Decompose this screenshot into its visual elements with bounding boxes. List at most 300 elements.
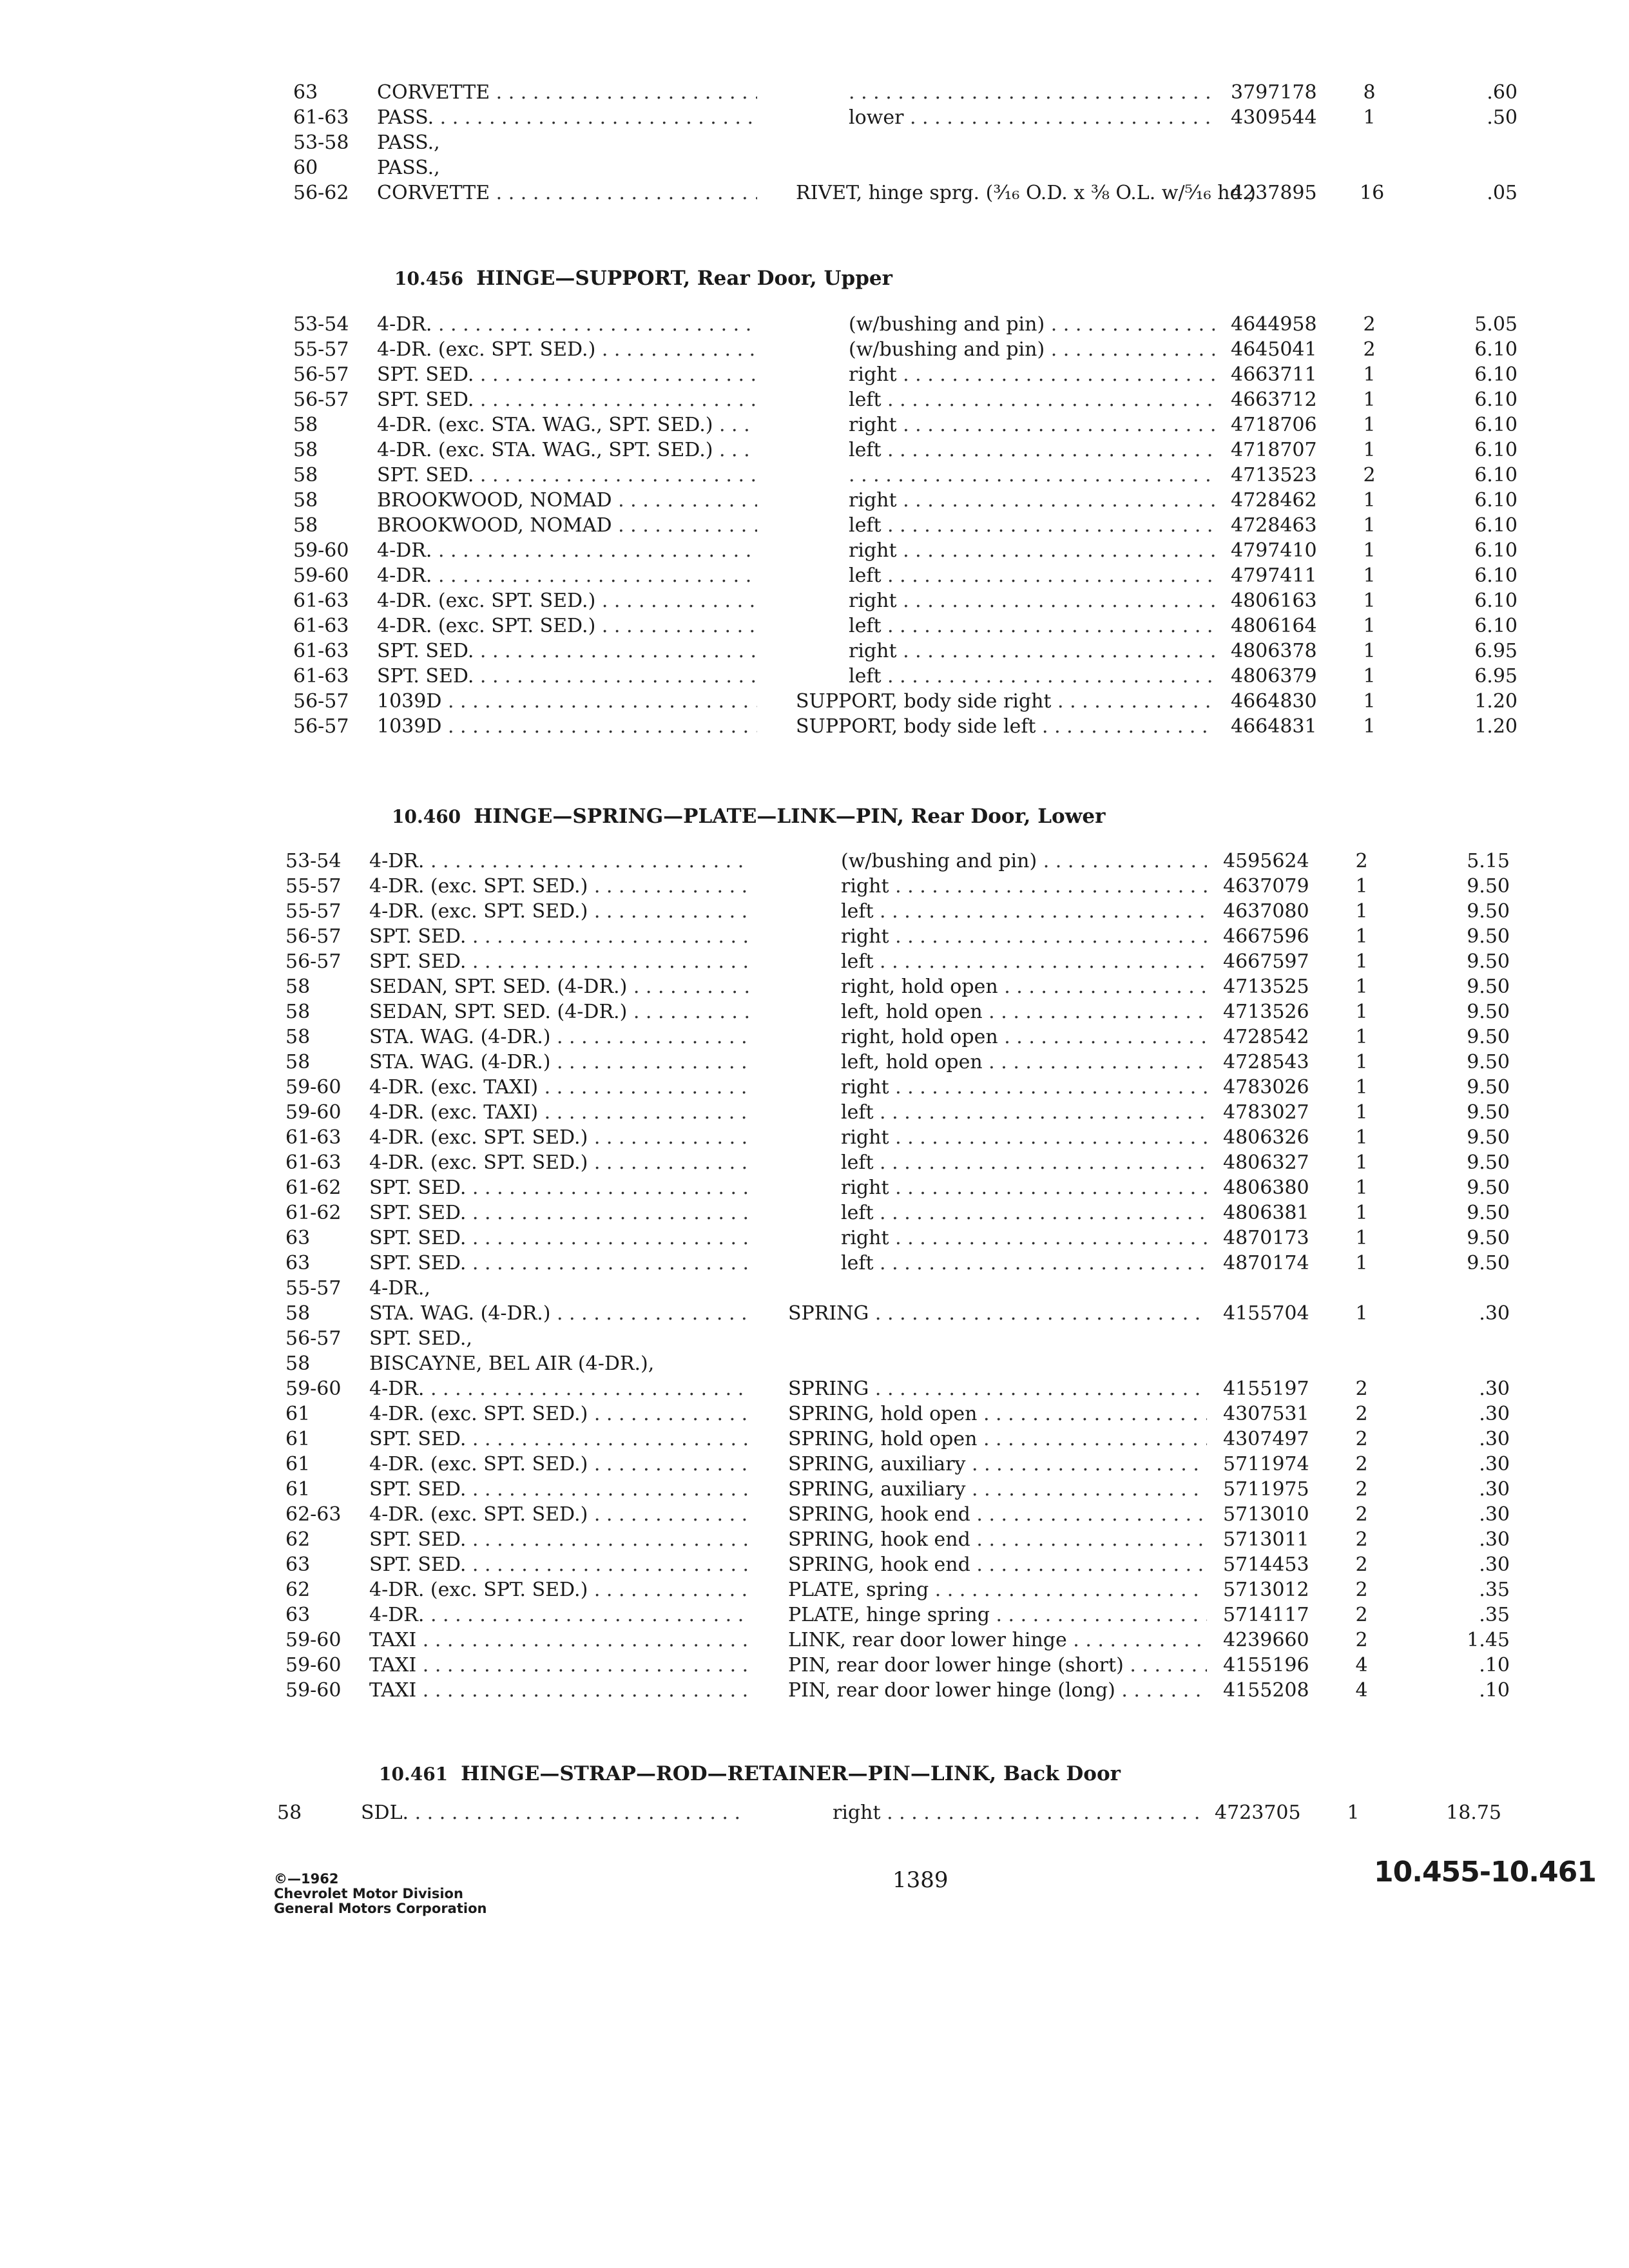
- quantity: 1: [1355, 1051, 1368, 1073]
- part-description: left . . .: [849, 614, 1215, 639]
- section-number: 10.456: [394, 268, 464, 289]
- price: 9.50: [1467, 1227, 1510, 1249]
- part-description: right . . .: [849, 488, 1215, 513]
- quantity: 2: [1355, 1503, 1368, 1526]
- year-range: 55-57: [285, 875, 342, 898]
- year-range: 55-57: [285, 900, 342, 923]
- quantity: 1: [1363, 514, 1376, 537]
- model-name: 4-DR. . . .: [369, 1603, 749, 1628]
- quantity: 1: [1363, 106, 1376, 129]
- parts-row: [293, 338, 1518, 362]
- model-name: SPT. SED. . . .: [377, 463, 757, 488]
- quantity: 1: [1355, 1151, 1368, 1174]
- part-number: 4728543: [1223, 1051, 1309, 1073]
- price: 6.10: [1474, 539, 1518, 562]
- part-number: 4806163: [1231, 590, 1317, 612]
- parts-row: [285, 1050, 1510, 1075]
- quantity: 2: [1363, 338, 1376, 361]
- price: 9.50: [1467, 950, 1510, 973]
- price: .05: [1487, 182, 1518, 204]
- quantity: 2: [1355, 1378, 1368, 1400]
- part-description: right . . .: [849, 413, 1215, 437]
- quantity: 2: [1363, 313, 1376, 336]
- parts-row: [293, 312, 1518, 337]
- part-description: left . . .: [841, 950, 1207, 974]
- part-description: right . . .: [849, 639, 1215, 664]
- parts-row: [285, 1553, 1510, 1577]
- quantity: 16: [1360, 182, 1385, 204]
- model-name: BISCAYNE, BEL AIR (4-DR.),: [369, 1352, 655, 1375]
- parts-row: [285, 975, 1510, 999]
- price: 9.50: [1467, 875, 1510, 898]
- year-range: 61-63: [293, 615, 349, 637]
- part-number: 4645041: [1231, 338, 1317, 361]
- quantity: 2: [1355, 1579, 1368, 1601]
- parts-row: [285, 1477, 1510, 1502]
- part-description: [849, 463, 1215, 488]
- part-number: 4806380: [1223, 1177, 1309, 1199]
- parts-row: [285, 1402, 1510, 1427]
- price: 6.95: [1474, 640, 1518, 662]
- part-description: left, hold open . . .: [841, 1000, 1207, 1024]
- quantity: 1: [1355, 875, 1368, 898]
- parts-row: [285, 925, 1510, 949]
- quantity: 1: [1363, 389, 1376, 411]
- part-number: 4806164: [1231, 615, 1317, 637]
- year-range: 63: [285, 1604, 311, 1626]
- part-number: 4637079: [1223, 875, 1309, 898]
- part-number: 5713010: [1223, 1503, 1309, 1526]
- model-name: 4-DR. (exc. STA. WAG., SPT. SED.) . . .: [377, 413, 757, 437]
- quantity: 1: [1363, 363, 1376, 386]
- part-number: 4155208: [1223, 1679, 1309, 1702]
- quantity: 1: [1355, 1001, 1368, 1023]
- quantity: 2: [1355, 1528, 1368, 1551]
- page-number: 1389: [892, 1867, 949, 1893]
- model-name: SDL. . . .: [361, 1801, 741, 1825]
- price: 9.50: [1467, 1101, 1510, 1124]
- parts-row: [285, 1000, 1510, 1024]
- model-name: TAXI . . .: [369, 1628, 749, 1653]
- quantity: 1: [1355, 1252, 1368, 1274]
- parts-row: [293, 106, 1518, 130]
- parts-row: [285, 1503, 1510, 1527]
- quantity: 4: [1355, 1654, 1368, 1677]
- year-range: 61: [285, 1428, 311, 1450]
- model-name: SEDAN, SPT. SED. (4-DR.) . . .: [369, 1000, 749, 1024]
- parts-row: [285, 1427, 1510, 1452]
- part-number: 4718706: [1231, 414, 1317, 436]
- model-name: 4-DR. (exc. SPT. SED.) . . .: [377, 589, 757, 613]
- model-name: 4-DR. (exc. TAXI) . . .: [369, 1075, 749, 1100]
- section-heading: [379, 1761, 1121, 1787]
- year-range: 63: [293, 81, 318, 104]
- price: .30: [1479, 1453, 1510, 1475]
- quantity: 2: [1355, 850, 1368, 872]
- part-number: 4237895: [1231, 182, 1317, 204]
- quantity: 4: [1355, 1679, 1368, 1702]
- year-range: 56-57: [293, 715, 349, 738]
- part-number: 4307531: [1223, 1403, 1309, 1425]
- quantity: 1: [1363, 564, 1376, 587]
- year-range: 58: [285, 1051, 311, 1073]
- model-name: SPT. SED. . . .: [377, 639, 757, 664]
- year-range: 59-60: [285, 1654, 342, 1677]
- model-name: 4-DR. . . .: [369, 849, 749, 874]
- part-description: SPRING, auxiliary . . .: [788, 1477, 1207, 1502]
- part-description: SPRING, hook end . . .: [788, 1528, 1207, 1552]
- year-range: 62: [285, 1528, 311, 1551]
- model-name: 4-DR. (exc. SPT. SED.) . . .: [377, 614, 757, 639]
- parts-row: [285, 1653, 1510, 1678]
- parts-row: [293, 539, 1518, 563]
- part-number: 4664830: [1231, 690, 1317, 713]
- quantity: 1: [1363, 489, 1376, 512]
- model-name: CORVETTE . . .: [377, 181, 757, 206]
- price: .35: [1479, 1579, 1510, 1601]
- year-range: 56-57: [293, 690, 349, 713]
- parts-row: [285, 1276, 1510, 1301]
- parts-row: [285, 1578, 1510, 1602]
- part-description: SPRING, hook end . . .: [788, 1503, 1207, 1527]
- section-range: 10.455-10.461: [1374, 1856, 1596, 1888]
- division-name: Chevrolet Motor Division: [274, 1886, 463, 1901]
- quantity: 2: [1355, 1629, 1368, 1651]
- quantity: 1: [1363, 539, 1376, 562]
- part-description: PIN, rear door lower hinge (long) . . .: [788, 1678, 1207, 1703]
- price: 5.05: [1474, 313, 1518, 336]
- parts-row: [285, 1201, 1510, 1225]
- year-range: 56-57: [293, 363, 349, 386]
- quantity: 1: [1355, 1126, 1368, 1149]
- quantity: 2: [1355, 1403, 1368, 1425]
- model-name: SPT. SED. . . .: [369, 1251, 749, 1276]
- model-name: SPT. SED. . . .: [369, 1226, 749, 1251]
- year-range: 59-60: [285, 1101, 342, 1124]
- part-description: left . . .: [841, 1251, 1207, 1276]
- price: 9.50: [1467, 1076, 1510, 1099]
- part-description: left . . .: [841, 1201, 1207, 1225]
- parts-row: [293, 715, 1518, 739]
- model-name: SPT. SED. . . .: [369, 1528, 749, 1552]
- part-description: right, hold open . . .: [841, 975, 1207, 999]
- parts-row: [293, 639, 1518, 664]
- part-number: 5711975: [1223, 1478, 1309, 1501]
- part-number: 4806378: [1231, 640, 1317, 662]
- quantity: 1: [1355, 975, 1368, 998]
- year-range: 61-62: [285, 1202, 342, 1224]
- price: .30: [1479, 1553, 1510, 1576]
- parts-row: [277, 1801, 1501, 1825]
- model-name: PASS.,: [377, 131, 440, 154]
- quantity: 1: [1355, 1227, 1368, 1249]
- model-name: BROOKWOOD, NOMAD . . .: [377, 488, 757, 513]
- year-range: 61-63: [285, 1151, 342, 1174]
- part-description: SUPPORT, body side left . . .: [796, 715, 1215, 739]
- year-range: 56-62: [293, 182, 349, 204]
- model-name: TAXI . . .: [369, 1678, 749, 1703]
- model-name: SPT. SED. . . .: [369, 1553, 749, 1577]
- parts-row: [293, 589, 1518, 613]
- part-number: 4663711: [1231, 363, 1317, 386]
- price: 9.50: [1467, 975, 1510, 998]
- quantity: 8: [1363, 81, 1376, 104]
- quantity: 1: [1355, 925, 1368, 948]
- section-number: 10.461: [379, 1763, 448, 1785]
- quantity: 1: [1355, 1202, 1368, 1224]
- year-range: 59-60: [285, 1378, 342, 1400]
- model-name: 4-DR. . . .: [377, 564, 757, 588]
- year-range: 56-57: [285, 1327, 342, 1350]
- quantity: 1: [1355, 900, 1368, 923]
- quantity: 2: [1363, 464, 1376, 486]
- part-description: RIVET, hinge sprg. (³⁄₁₆ O.D. x ³⁄₈ O.L. w/⁵⁄₁₆ hd.): [796, 182, 1256, 204]
- year-range: 56-57: [293, 389, 349, 411]
- parts-row: [293, 614, 1518, 639]
- model-name: 4-DR. . . .: [377, 539, 757, 563]
- model-name: SEDAN, SPT. SED. (4-DR.) . . .: [369, 975, 749, 999]
- parts-row: [293, 413, 1518, 437]
- model-name: SPT. SED. . . .: [369, 1176, 749, 1200]
- price: 9.50: [1467, 1202, 1510, 1224]
- parts-row: [293, 156, 1518, 180]
- price: 6.10: [1474, 439, 1518, 461]
- part-number: 4870174: [1223, 1252, 1309, 1274]
- parts-row: [293, 438, 1518, 463]
- year-range: 63: [285, 1227, 311, 1249]
- quantity: 1: [1363, 414, 1376, 436]
- year-range: 53-54: [285, 850, 342, 872]
- copyright: ©—1962: [274, 1871, 339, 1887]
- model-name: 4-DR. . . .: [377, 312, 757, 337]
- price: 6.10: [1474, 564, 1518, 587]
- year-range: 58: [285, 1026, 311, 1048]
- quantity: 1: [1347, 1802, 1360, 1824]
- model-name: BROOKWOOD, NOMAD . . .: [377, 514, 757, 538]
- part-description: right . . .: [841, 874, 1207, 899]
- price: 9.50: [1467, 1177, 1510, 1199]
- year-range: 62: [285, 1579, 311, 1601]
- year-range: 61-63: [293, 106, 349, 129]
- part-number: 5714117: [1223, 1604, 1309, 1626]
- part-description: SPRING . . .: [788, 1377, 1207, 1401]
- price: 1.20: [1474, 715, 1518, 738]
- price: .60: [1487, 81, 1518, 104]
- part-description: right . . .: [841, 925, 1207, 949]
- parts-row: [285, 1251, 1510, 1276]
- model-name: PASS. . . .: [377, 106, 757, 130]
- quantity: 1: [1363, 690, 1376, 713]
- year-range: 58: [285, 1302, 311, 1325]
- year-range: 63: [285, 1553, 311, 1576]
- price: 6.10: [1474, 590, 1518, 612]
- price: 6.95: [1474, 665, 1518, 687]
- price: .30: [1479, 1302, 1510, 1325]
- section-number: 10.460: [392, 806, 461, 827]
- model-name: SPT. SED. . . .: [369, 950, 749, 974]
- part-number: 4797410: [1231, 539, 1317, 562]
- part-number: 4713526: [1223, 1001, 1309, 1023]
- price: .30: [1479, 1478, 1510, 1501]
- quantity: 2: [1355, 1553, 1368, 1576]
- part-description: left . . .: [841, 1100, 1207, 1125]
- model-name: 4-DR. (exc. SPT. SED.) . . .: [369, 1402, 749, 1427]
- price: .10: [1479, 1679, 1510, 1702]
- parts-row: [285, 1452, 1510, 1477]
- part-description: SPRING, hold open . . .: [788, 1427, 1207, 1452]
- part-number: 4307497: [1223, 1428, 1309, 1450]
- part-number: 4806326: [1223, 1126, 1309, 1149]
- year-range: 61: [285, 1453, 311, 1475]
- parts-row: [293, 689, 1518, 714]
- part-description: left . . .: [849, 438, 1215, 463]
- part-number: 4870173: [1223, 1227, 1309, 1249]
- year-range: 58: [293, 514, 318, 537]
- model-name: SPT. SED. . . .: [369, 1427, 749, 1452]
- part-number: 4806381: [1223, 1202, 1309, 1224]
- quantity: 1: [1355, 1101, 1368, 1124]
- model-name: CORVETTE . . .: [377, 81, 757, 105]
- part-number: 5711974: [1223, 1453, 1309, 1475]
- part-number: 4239660: [1223, 1629, 1309, 1651]
- part-number: 4155197: [1223, 1378, 1309, 1400]
- part-number: 4718707: [1231, 439, 1317, 461]
- parts-row: [285, 1678, 1510, 1703]
- model-name: SPT. SED. . . .: [369, 1201, 749, 1225]
- parts-row: [293, 488, 1518, 513]
- part-description: right . . .: [849, 539, 1215, 563]
- quantity: 2: [1355, 1478, 1368, 1501]
- parts-row: [285, 950, 1510, 974]
- section-heading: [394, 265, 892, 292]
- part-number: 4806327: [1223, 1151, 1309, 1174]
- part-number: 4783027: [1223, 1101, 1309, 1124]
- model-name: 4-DR. (exc. SPT. SED.) . . .: [369, 1126, 749, 1150]
- year-range: 61: [285, 1478, 311, 1501]
- year-range: 58: [285, 1001, 311, 1023]
- parts-row: [285, 899, 1510, 924]
- part-number: 4783026: [1223, 1076, 1309, 1099]
- part-description: left . . .: [849, 514, 1215, 538]
- part-number: 5713011: [1223, 1528, 1309, 1551]
- part-description: (w/bushing and pin) . . .: [849, 312, 1215, 337]
- part-description: right, hold open . . .: [841, 1025, 1207, 1050]
- price: 6.10: [1474, 389, 1518, 411]
- parts-row: [285, 1176, 1510, 1200]
- quantity: 1: [1363, 640, 1376, 662]
- quantity: 1: [1363, 665, 1376, 687]
- year-range: 61-63: [293, 590, 349, 612]
- part-number: 4667596: [1223, 925, 1309, 948]
- part-description: right . . .: [841, 1226, 1207, 1251]
- parts-row: [285, 1075, 1510, 1100]
- year-range: 58: [285, 975, 311, 998]
- part-description: LINK, rear door lower hinge . . .: [788, 1628, 1207, 1653]
- section-title: HINGE—SUPPORT, Rear Door, Upper: [476, 267, 892, 290]
- part-number: 4713523: [1231, 464, 1317, 486]
- part-description: left . . .: [841, 899, 1207, 924]
- parts-row: [293, 514, 1518, 538]
- section-heading: [392, 803, 1105, 830]
- model-name: 4-DR. (exc. STA. WAG., SPT. SED.) . . .: [377, 438, 757, 463]
- parts-row: [285, 1327, 1510, 1351]
- part-number: 4713525: [1223, 975, 1309, 998]
- parts-row: [285, 849, 1510, 874]
- price: 9.50: [1467, 1026, 1510, 1048]
- year-range: 56-57: [285, 950, 342, 973]
- year-range: 61-63: [285, 1126, 342, 1149]
- parts-row: [285, 1528, 1510, 1552]
- section-title: HINGE—STRAP—ROD—RETAINER—PIN—LINK, Back Door: [461, 1762, 1121, 1785]
- model-name: 4-DR. (exc. TAXI) . . .: [369, 1100, 749, 1125]
- price: .10: [1479, 1654, 1510, 1677]
- year-range: 59-60: [285, 1629, 342, 1651]
- model-name: SPT. SED. . . .: [369, 925, 749, 949]
- parts-row: [285, 1025, 1510, 1050]
- quantity: 1: [1355, 1177, 1368, 1199]
- parts-row: [293, 664, 1518, 689]
- price: .30: [1479, 1528, 1510, 1551]
- quantity: 2: [1355, 1604, 1368, 1626]
- part-number: 4797411: [1231, 564, 1317, 587]
- model-name: 4-DR. (exc. SPT. SED.) . . .: [369, 1503, 749, 1527]
- part-number: 4155704: [1223, 1302, 1309, 1325]
- part-description: PLATE, hinge spring . . .: [788, 1603, 1207, 1628]
- model-name: SPT. SED.,: [369, 1327, 472, 1350]
- price: 9.50: [1467, 900, 1510, 923]
- parts-row: [285, 1352, 1510, 1376]
- parts-row: [285, 1151, 1510, 1175]
- year-range: 53-54: [293, 313, 349, 336]
- year-range: 53-58: [293, 131, 349, 154]
- price: 9.50: [1467, 1001, 1510, 1023]
- year-range: 59-60: [293, 539, 349, 562]
- model-name: SPT. SED. . . .: [369, 1477, 749, 1502]
- model-name: 4-DR. (exc. SPT. SED.) . . .: [369, 1578, 749, 1602]
- part-description: left . . .: [841, 1151, 1207, 1175]
- year-range: 58: [293, 464, 318, 486]
- footer-credits: [274, 1872, 487, 1916]
- part-number: 5713012: [1223, 1579, 1309, 1601]
- parts-row: [293, 363, 1518, 387]
- price: .30: [1479, 1378, 1510, 1400]
- price: .30: [1479, 1403, 1510, 1425]
- quantity: 1: [1363, 439, 1376, 461]
- part-description: left . . .: [849, 664, 1215, 689]
- quantity: 1: [1355, 1302, 1368, 1325]
- parts-row: [293, 131, 1518, 155]
- part-description: SUPPORT, body side right . . .: [796, 689, 1215, 714]
- part-description: [849, 81, 1215, 105]
- quantity: 1: [1363, 590, 1376, 612]
- part-description: right . . .: [849, 589, 1215, 613]
- year-range: 56-57: [285, 925, 342, 948]
- year-range: 61-63: [293, 640, 349, 662]
- quantity: 2: [1355, 1428, 1368, 1450]
- part-number: 4728542: [1223, 1026, 1309, 1048]
- year-range: 63: [285, 1252, 311, 1274]
- model-name: 4-DR.,: [369, 1277, 430, 1300]
- price: 6.10: [1474, 414, 1518, 436]
- price: 9.50: [1467, 1126, 1510, 1149]
- part-number: 4155196: [1223, 1654, 1309, 1677]
- model-name: TAXI . . .: [369, 1653, 749, 1678]
- part-description: left, hold open . . .: [841, 1050, 1207, 1075]
- parts-row: [285, 1302, 1510, 1326]
- part-number: 4667597: [1223, 950, 1309, 973]
- parts-row: [293, 81, 1518, 105]
- part-description: left . . .: [849, 564, 1215, 588]
